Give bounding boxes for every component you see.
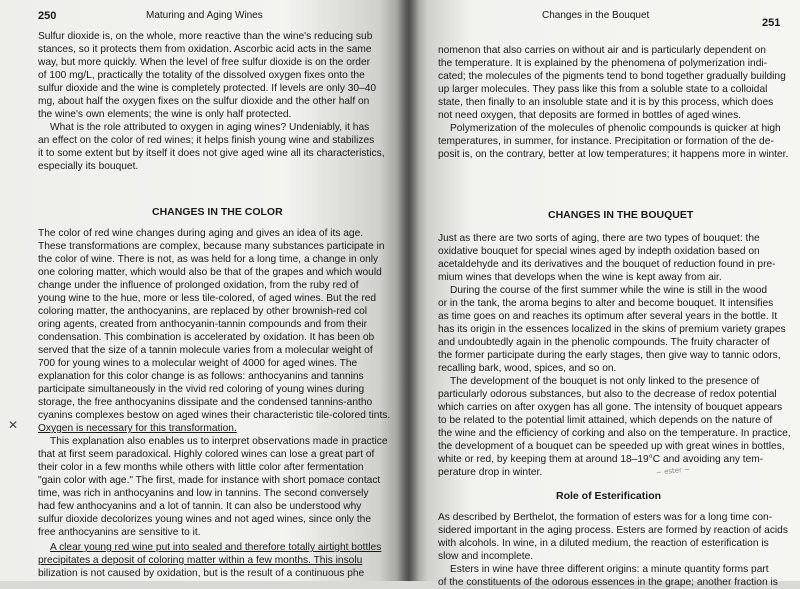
text-line: Just as there are two sorts of aging, there are two types of bouquet: the <box>438 233 760 244</box>
page-number-left: 250 <box>38 10 57 22</box>
text-line: The development of the bouquet is not only linked to the presence of <box>450 376 760 387</box>
text-line: oxidative bouquet for special wines aged by indepth oxidation based on <box>438 246 760 257</box>
text-line: posit is, on the contrary, better at low temperatures; it happens more in winter. <box>438 149 789 160</box>
text-line: time, was rich in anthocyanins and low in tannins. The second conversely <box>38 488 369 499</box>
margin-annotation: ✕ <box>8 418 19 432</box>
text-line: the color of wine. There is not, as was held for a long time, a change in only <box>38 254 379 265</box>
text-line: the temperature. It is explained by the phenomena of polymerization indi- <box>438 58 768 69</box>
text-line: that at first seem paradoxical. Highly colored wines can lose a great part of <box>38 449 375 460</box>
text-line: acetaldehyde and its derivatives and the bouquet of reduction found in pre- <box>438 259 776 270</box>
text-line: perature drop in winter. <box>438 467 543 478</box>
text-line: it to some extent but by itself it does not give aged wine all its characteristics, <box>38 148 385 159</box>
text-line: particularly odorous substances, but also to the decrease of redox potential <box>438 389 777 400</box>
text-line: What is the role attributed to oxygen in aging wines? Undeniably, it has <box>50 122 370 133</box>
text-line: storage, the free anthocyanins dissipate and the condensed tannins-antho <box>38 397 373 408</box>
text-line: These transformations are complex, because many substances participate in <box>38 241 385 252</box>
text-line: of the constituents of the odorous essences in the grape; another fraction is <box>438 577 778 588</box>
text-line: "gain color with age." The first, made for instance with short pomace contact <box>38 475 381 486</box>
text-line: cated; the molecules of the pigments tend to bond together gradually building <box>438 71 786 82</box>
text-line: As described by Berthelot, the formation of esters was for a long time con- <box>438 512 773 523</box>
text-line: free anthocyanins are sensitive to it. <box>38 527 201 538</box>
section-heading-color: CHANGES IN THE COLOR <box>152 206 283 218</box>
text-line: mg, about half the oxygen fixes on the sulfur dioxide and the other half on <box>38 96 370 107</box>
text-line: Esters in wine have three different origins: a minute quantity forms part <box>450 564 769 575</box>
text-line: state, then finally to an insoluble state and it is by this process, which does <box>438 97 774 108</box>
text-line: cyanins complexes bestow on aged wines their characteristic tile-colored tints. <box>38 410 391 421</box>
text-line: their color in a few months while others with little color after fermentation <box>38 462 364 473</box>
text-line: up larger molecules. They pass like this from a soluble state to a colloidal <box>438 84 768 95</box>
subheading-esterification: Role of Esterification <box>556 490 662 502</box>
text-line: The color of red wine changes during aging and gives an idea of its age. <box>38 228 364 239</box>
text-line: 700 for young wines to a molecular weight of 4000 for aged wines. The <box>38 358 358 369</box>
text-line: Oxygen is necessary for this transformation. <box>38 423 237 434</box>
text-line: condensation. This combination is accelerated by oxidation. It has been ob <box>38 332 375 343</box>
text-line: as time goes on and reaches its optimum after several years in the bottle. It <box>438 311 778 322</box>
text-line: mium wines that develops when the wine is kept away from air. <box>438 272 722 283</box>
right-page <box>408 0 800 588</box>
book-gutter <box>397 0 419 581</box>
text-line: of 100 mg/L, practically the totality of the dissolved oxygen fixes onto the <box>38 70 365 81</box>
text-line: change under the influence of prolonged oxidation, from the ruby red of <box>38 280 359 291</box>
running-head-left: Maturing and Aging Wines <box>146 10 263 21</box>
text-line: sulfur dioxide and the wine is completely protected. If levels are only 30–40 <box>38 83 377 94</box>
text-line: sulfur dioxide decolorizes young wines and not aged wines, since only the <box>38 514 371 525</box>
text-line: Sulfur dioxide is, on the whole, more reactive than the wine's reducing sub <box>38 31 373 42</box>
text-line: especially its bouquet. <box>38 161 139 172</box>
text-line: A clear young red wine put into sealed and therefore totally airtight bottles <box>50 542 382 553</box>
text-line: not need oxygen, that deposits are formed in bottles of aged wines. <box>438 110 741 121</box>
text-line: recalling bark, wood, spices, and so on. <box>438 363 617 374</box>
text-line: the development of a bouquet can be speeded up with great wines in bottles, <box>438 441 785 452</box>
text-line: which carries on after oxygen has all gone. The intensity of bouquet appears <box>438 402 783 413</box>
text-line: explanation for this color change is as follows: anthocyanins and tannins <box>38 371 364 382</box>
text-line: an effect on the color of red wines; it helps finish young wine and stabilizes <box>38 135 375 146</box>
text-line: way, but more quickly. When the level of free sulfur dioxide is on the order <box>38 57 371 68</box>
pencil-annotation: ~ ester ~ <box>655 465 691 477</box>
text-line: with alcohols. In wine, in a diluted medium, the reaction of esterification is <box>438 538 769 549</box>
text-line: precipitates a deposit of coloring matter within a few months. This insolu <box>38 555 363 566</box>
text-line: and undoubtedly again in the phenolic compounds. The fruity character of <box>438 337 770 348</box>
text-line: This explanation also enables us to interpret observations made in practice <box>50 436 388 447</box>
text-line: to be related to the potential limit attained, which depends on the nature of <box>438 415 773 426</box>
text-line: During the course of the first summer while the wine is still in the wood <box>450 285 768 296</box>
text-line: sidered important in the aging process. Esters are formed by reaction of acids <box>438 525 788 536</box>
running-head-right: Changes in the Bouquet <box>542 10 650 21</box>
page-number-right: 251 <box>762 17 781 29</box>
text-line: the former participate during the early stages, then give way to tannic odors, <box>438 350 781 361</box>
text-line: or in the tank, the aroma begins to alter and become bouquet. It intensifies <box>438 298 774 309</box>
text-line: has its origin in the essences localized in the skins of premium variety grapes <box>438 324 786 335</box>
text-line: one coloring matter, which would also be that of the grapes and which would <box>38 267 382 278</box>
text-line: bilization is not caused by oxidation, but is the result of a continuous phe <box>38 568 365 579</box>
text-line: had few anthocyanins and a lot of tannin. It can also be understood why <box>38 501 362 512</box>
text-line: the wine and the efficiency of corking and also on the temperature. In practice, <box>438 428 791 439</box>
text-line: white or red, by keeping them at around 18–19°C and avoiding any tem- <box>438 454 764 465</box>
text-line: slow and incomplete. <box>438 551 534 562</box>
text-line: stances, so it protects them from oxidation. Ascorbic acid acts in the same <box>38 44 372 55</box>
text-line: Polymerization of the molecules of phenolic compounds is quicker at high <box>450 123 781 134</box>
text-line: oring agents, created from anthocyanin-tannin compounds and from their <box>38 319 368 330</box>
text-line: participate simultaneously in the vivid red coloring of young wines during <box>38 384 365 395</box>
text-line: the wine's own elements; the wine is only half protected. <box>38 109 292 120</box>
text-line: coloring matter, the anthocyanins, are replaced by other brownish-red col <box>38 306 368 317</box>
text-line: young wine to the hue, more or less tile-colored, of aged wines. But the red <box>38 293 377 304</box>
text-line: temperatures, in summer, for instance. Precipitation or formation of the de- <box>438 136 774 147</box>
text-line: served that the size of a tannin molecule varies from a molecular weight of <box>38 345 373 356</box>
text-line: nomenon that also carries on without air and is particularly dependent on <box>438 45 766 56</box>
section-heading-bouquet: CHANGES IN THE BOUQUET <box>548 209 694 221</box>
